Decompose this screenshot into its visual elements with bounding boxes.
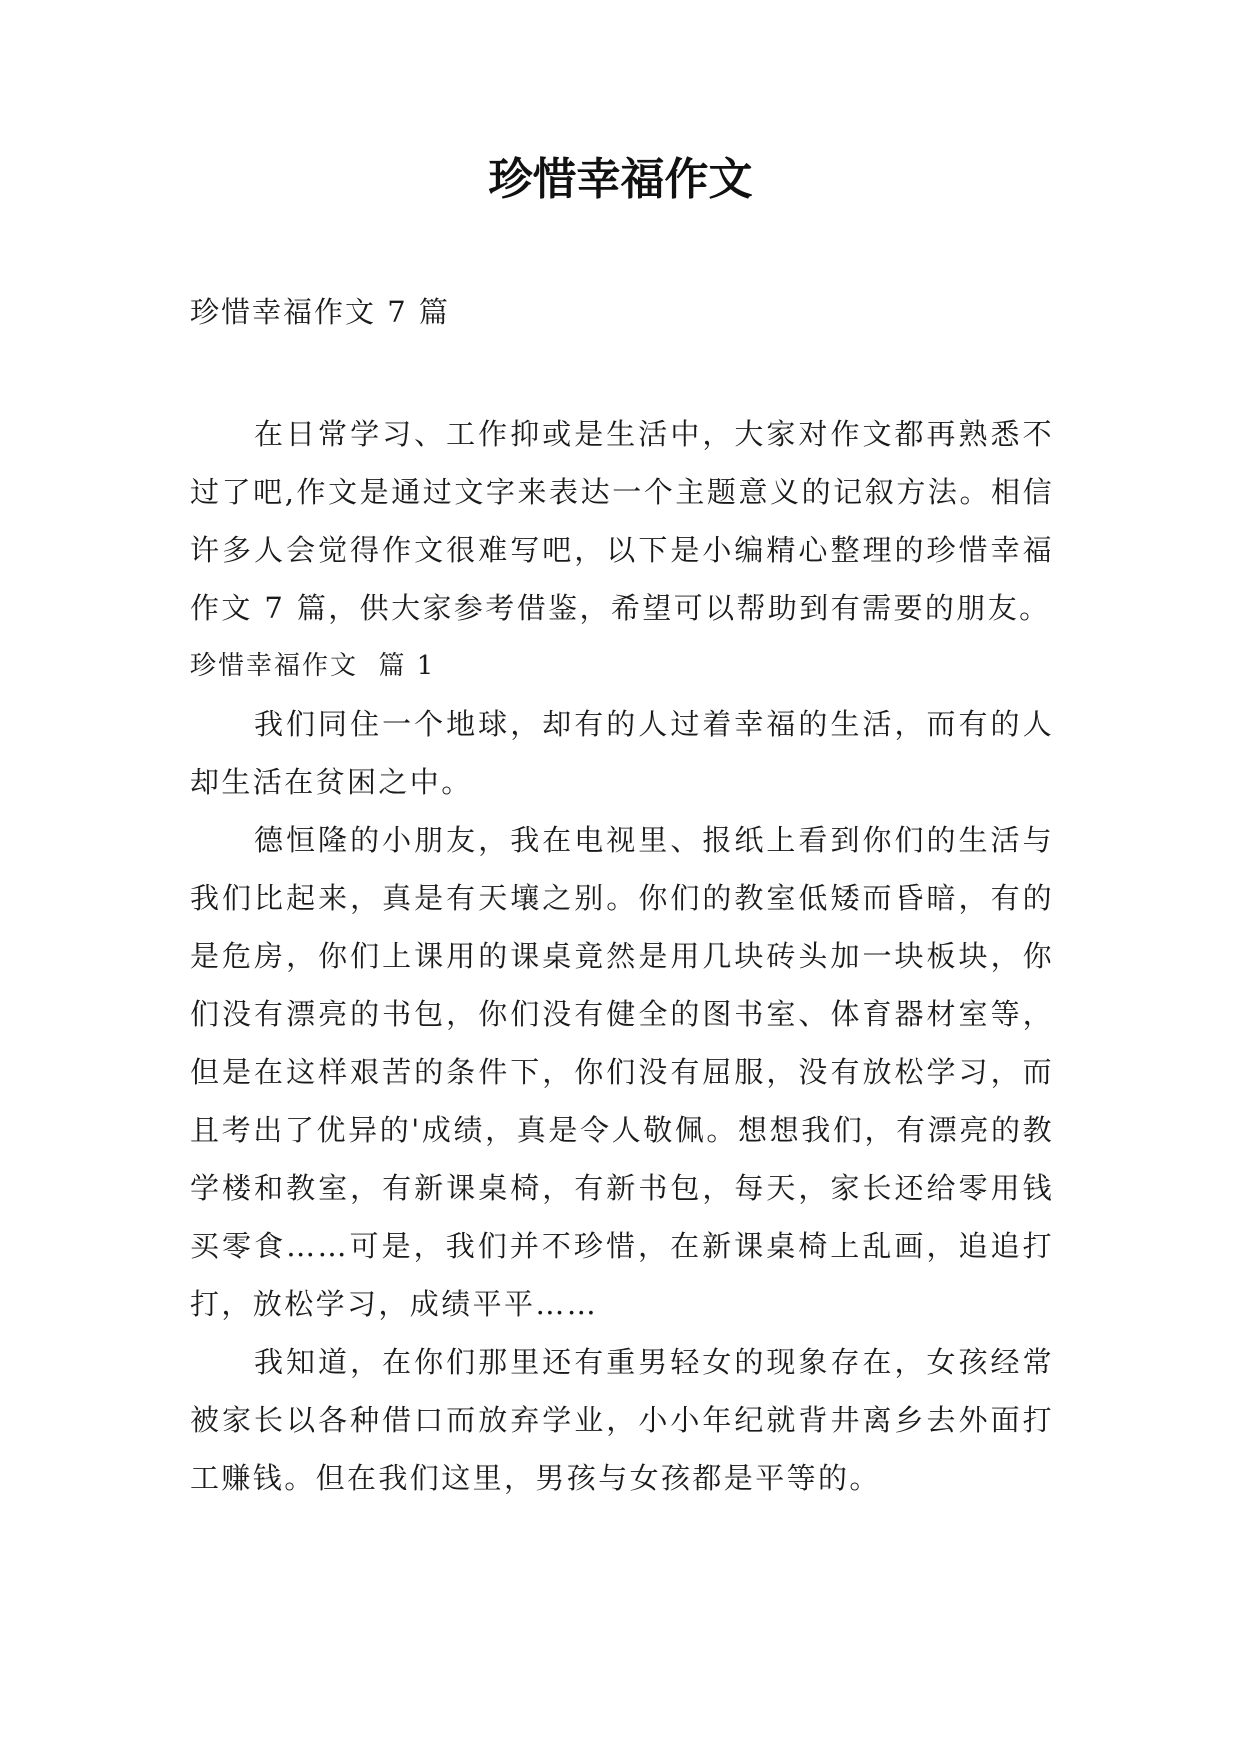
intro-paragraph: 在日常学习、工作抑或是生活中，大家对作文都再熟悉不过了吧,作文是通过文字来表达一个主题意义的记叙方法。相信许多人会觉得作文很难写吧，以下是小编精心整理的珍惜幸福作文 7 篇，供大家参考借鉴，希望可以帮助到有需要的朋友。 (190, 417, 1054, 625)
body-paragraph: 德恒隆的小朋友，我在电视里、报纸上看到你们的生活与我们比起来，真是有天壤之别。你们的教室低矮而昏暗，有的是危房，你们上课用的课桌竟然是用几块砖头加一块板块，你们没有漂亮的书包，你们没有健全的图书室、体育器材室等，但是在这样艰苦的条件下，你们没有屈服，没有放松学习，而且考出了优异的'成绩，真是令人敬佩。想想我们，有漂亮的教学楼和教室，有新课桌椅，有新书包，每天，家长还给零用钱买零食……可是，我们并不珍惜，在新课桌椅上乱画，追追打打，放松学习，成绩平平…… (190, 823, 1054, 1321)
document-title: 珍惜幸福作文 (488, 154, 753, 205)
document-body (190, 405, 1054, 1507)
section-heading: 珍惜幸福作文 篇 1 (190, 651, 436, 681)
body-paragraph: 我知道，在你们那里还有重男轻女的现象存在，女孩经常被家长以各种借口而放弃学业，小小年纪就背井离乡去外面打工赚钱。但在我们这里，男孩与女孩都是平等的。 (190, 1345, 1054, 1495)
document-subtitle: 珍惜幸福作文 7 篇 (190, 295, 450, 329)
body-paragraph: 我们同住一个地球，却有的人过着幸福的生活，而有的人却生活在贫困之中。 (190, 707, 1054, 799)
